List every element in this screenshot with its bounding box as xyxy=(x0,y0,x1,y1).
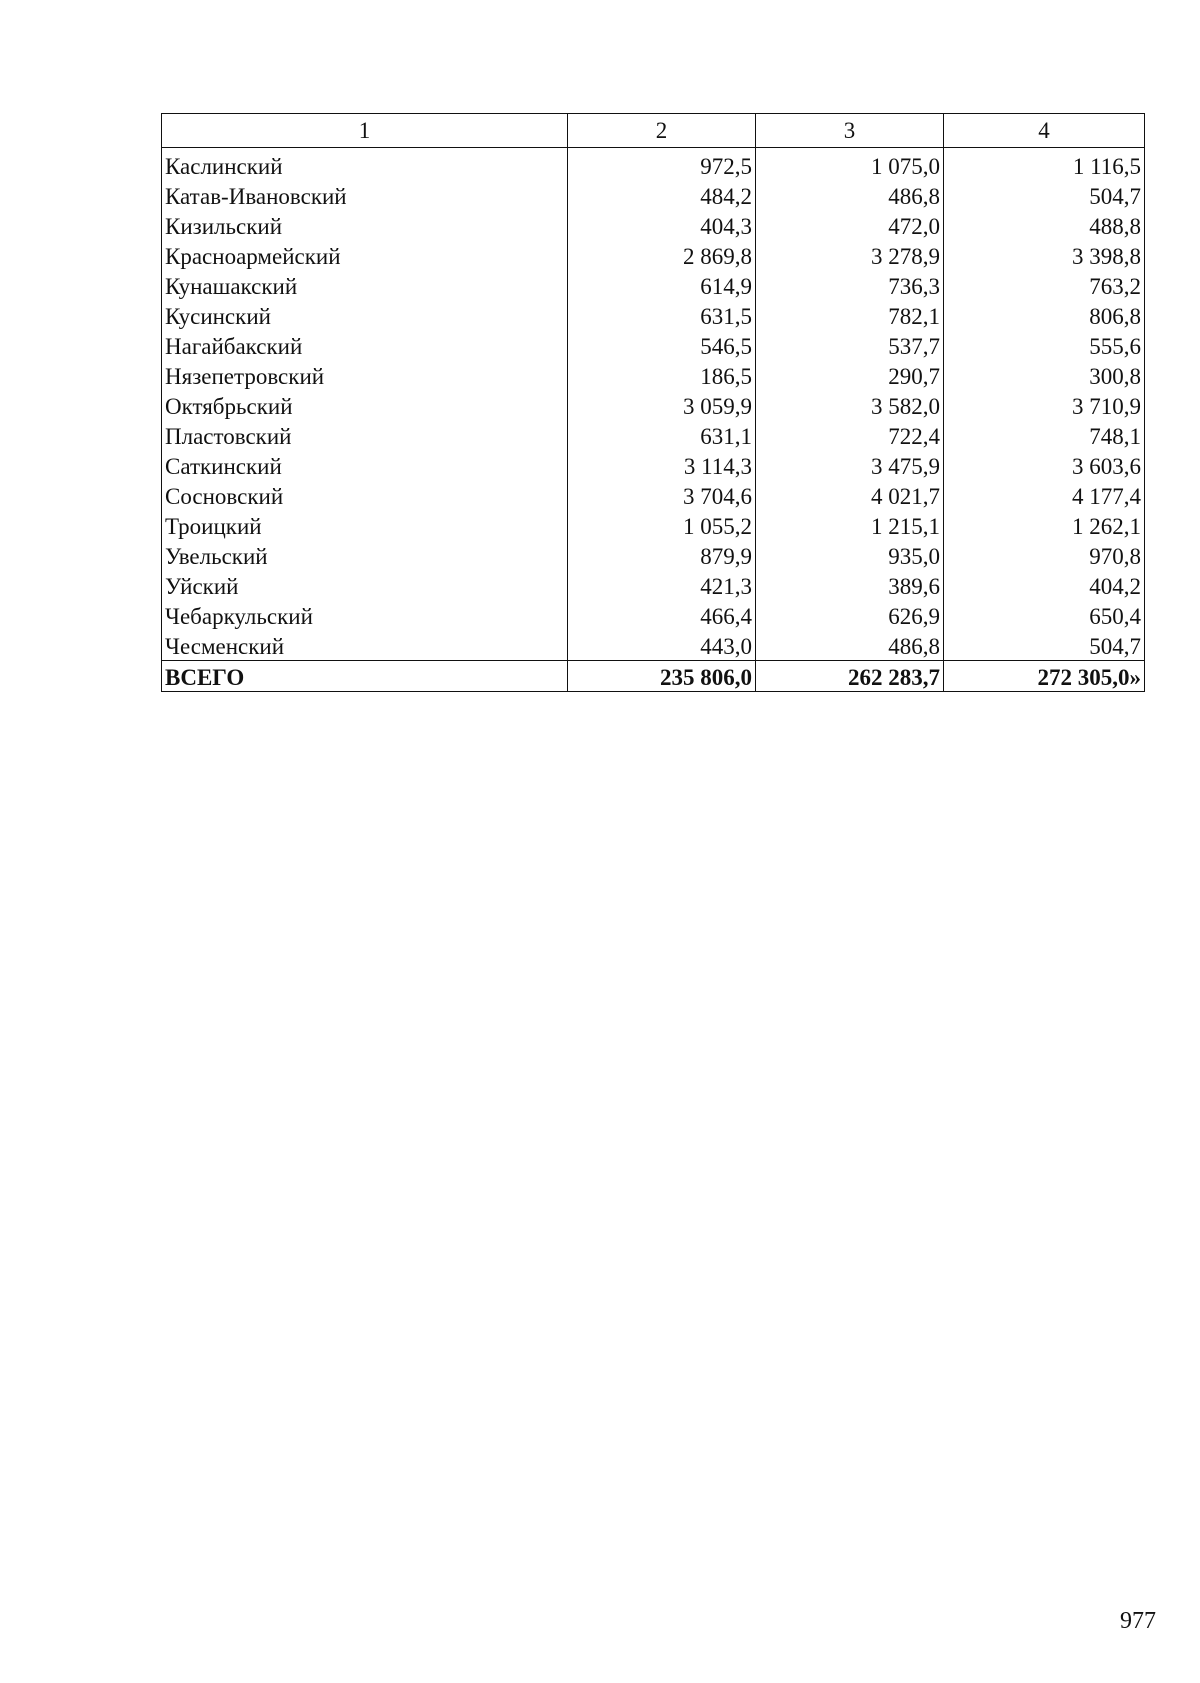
value-cell-col2: 1 055,2 xyxy=(568,510,756,540)
value-cell-col2: 972,5 xyxy=(568,148,756,181)
value-cell-col4: 300,8 xyxy=(944,360,1145,390)
total-cell-col4: 272 305,0» xyxy=(944,661,1145,692)
value-cell-col2: 631,5 xyxy=(568,300,756,330)
district-name-cell: Катав-Ивановский xyxy=(162,180,568,210)
value-cell-col4: 1 116,5 xyxy=(944,148,1145,181)
district-name-cell: Кунашакский xyxy=(162,270,568,300)
district-name-cell: Чебаркульский xyxy=(162,600,568,630)
header-row xyxy=(162,114,1145,148)
table-row xyxy=(162,330,1145,360)
column-header-2: 2 xyxy=(568,114,756,148)
table-row xyxy=(162,300,1145,330)
district-name-cell: Октябрьский xyxy=(162,390,568,420)
value-cell-col4: 488,8 xyxy=(944,210,1145,240)
value-cell-col2: 484,2 xyxy=(568,180,756,210)
district-name-cell: Уйский xyxy=(162,570,568,600)
column-header-1: 1 xyxy=(162,114,568,148)
value-cell-col3: 3 582,0 xyxy=(756,390,944,420)
value-cell-col3: 486,8 xyxy=(756,630,944,661)
district-name-cell: Красноармейский xyxy=(162,240,568,270)
page-number: 977 xyxy=(1120,1608,1156,1634)
table-row xyxy=(162,148,1145,181)
value-cell-col3: 626,9 xyxy=(756,600,944,630)
table-row xyxy=(162,240,1145,270)
table-row xyxy=(162,510,1145,540)
table-row xyxy=(162,630,1145,661)
value-cell-col3: 290,7 xyxy=(756,360,944,390)
value-cell-col3: 389,6 xyxy=(756,570,944,600)
value-cell-col4: 748,1 xyxy=(944,420,1145,450)
column-header-3: 3 xyxy=(756,114,944,148)
table-body xyxy=(162,148,1145,661)
district-name-cell: Нязепетровский xyxy=(162,360,568,390)
value-cell-col3: 472,0 xyxy=(756,210,944,240)
value-cell-col4: 1 262,1 xyxy=(944,510,1145,540)
value-cell-col2: 879,9 xyxy=(568,540,756,570)
total-cell-col2: 235 806,0 xyxy=(568,661,756,692)
table-row xyxy=(162,360,1145,390)
value-cell-col4: 763,2 xyxy=(944,270,1145,300)
value-cell-col4: 806,8 xyxy=(944,300,1145,330)
value-cell-col4: 4 177,4 xyxy=(944,480,1145,510)
budget-table xyxy=(161,113,1145,692)
value-cell-col4: 404,2 xyxy=(944,570,1145,600)
value-cell-col4: 3 603,6 xyxy=(944,450,1145,480)
value-cell-col3: 782,1 xyxy=(756,300,944,330)
value-cell-col2: 3 114,3 xyxy=(568,450,756,480)
table-row xyxy=(162,480,1145,510)
district-name-cell: Саткинский xyxy=(162,450,568,480)
value-cell-col4: 3 398,8 xyxy=(944,240,1145,270)
district-name-cell: Нагайбакский xyxy=(162,330,568,360)
column-header-4: 4 xyxy=(944,114,1145,148)
value-cell-col3: 935,0 xyxy=(756,540,944,570)
district-name-cell: Троицкий xyxy=(162,510,568,540)
value-cell-col2: 631,1 xyxy=(568,420,756,450)
table-row xyxy=(162,450,1145,480)
district-name-cell: Кусинский xyxy=(162,300,568,330)
value-cell-col4: 504,7 xyxy=(944,180,1145,210)
value-cell-col2: 466,4 xyxy=(568,600,756,630)
table-row xyxy=(162,210,1145,240)
value-cell-col2: 546,5 xyxy=(568,330,756,360)
value-cell-col2: 186,5 xyxy=(568,360,756,390)
table-row xyxy=(162,270,1145,300)
value-cell-col2: 404,3 xyxy=(568,210,756,240)
value-cell-col3: 3 475,9 xyxy=(756,450,944,480)
district-name-cell: Увельский xyxy=(162,540,568,570)
value-cell-col2: 2 869,8 xyxy=(568,240,756,270)
value-cell-col2: 614,9 xyxy=(568,270,756,300)
value-cell-col4: 3 710,9 xyxy=(944,390,1145,420)
value-cell-col3: 722,4 xyxy=(756,420,944,450)
total-label: ВСЕГО xyxy=(162,661,568,692)
district-name-cell: Пластовский xyxy=(162,420,568,450)
value-cell-col4: 504,7 xyxy=(944,630,1145,661)
table-row xyxy=(162,600,1145,630)
total-cell-col3: 262 283,7 xyxy=(756,661,944,692)
table-row xyxy=(162,540,1145,570)
total-row xyxy=(162,661,1145,692)
value-cell-col3: 4 021,7 xyxy=(756,480,944,510)
table-row xyxy=(162,180,1145,210)
value-cell-col2: 3 059,9 xyxy=(568,390,756,420)
value-cell-col2: 3 704,6 xyxy=(568,480,756,510)
table-row xyxy=(162,420,1145,450)
district-name-cell: Кизильский xyxy=(162,210,568,240)
district-name-cell: Сосновский xyxy=(162,480,568,510)
district-name-cell: Каслинский xyxy=(162,148,568,181)
value-cell-col3: 736,3 xyxy=(756,270,944,300)
table-row xyxy=(162,570,1145,600)
value-cell-col3: 3 278,9 xyxy=(756,240,944,270)
value-cell-col3: 1 215,1 xyxy=(756,510,944,540)
value-cell-col4: 970,8 xyxy=(944,540,1145,570)
value-cell-col2: 421,3 xyxy=(568,570,756,600)
value-cell-col4: 650,4 xyxy=(944,600,1145,630)
table-row xyxy=(162,390,1145,420)
value-cell-col3: 537,7 xyxy=(756,330,944,360)
value-cell-col4: 555,6 xyxy=(944,330,1145,360)
value-cell-col3: 1 075,0 xyxy=(756,148,944,181)
district-name-cell: Чесменский xyxy=(162,630,568,661)
value-cell-col2: 443,0 xyxy=(568,630,756,661)
value-cell-col3: 486,8 xyxy=(756,180,944,210)
